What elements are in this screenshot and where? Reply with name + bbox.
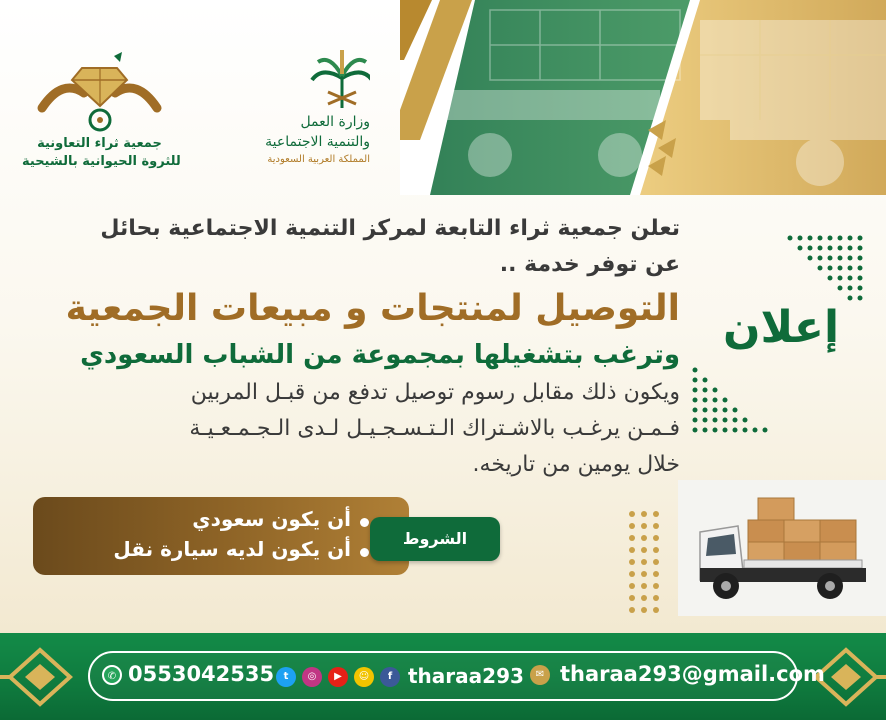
bullet-icon bbox=[360, 518, 369, 527]
body-line-5: ويكون ذلك مقابل رسوم توصيل تدفع من قبـل المربين bbox=[190, 380, 680, 405]
social-handle[interactable]: tharaa293 bbox=[408, 664, 524, 688]
ministry-logo bbox=[210, 48, 370, 178]
dot-pattern-middle bbox=[690, 364, 770, 436]
intro-line-2: عن توفر خدمة .. bbox=[499, 252, 680, 277]
conditions-box bbox=[33, 497, 409, 575]
tharaa-name: جمعية ثراء التعاونية bbox=[37, 136, 162, 151]
body-line-7: خلال يومين من تاريخه. bbox=[472, 452, 680, 477]
body-line-6: فـمـن يرغـب بالاشـتراك الـتـسـجـيـل لـدى الـجـمـعـيـة bbox=[189, 416, 680, 441]
tharaa-logo bbox=[22, 48, 181, 178]
ministry-name: وزارة العمل bbox=[300, 114, 370, 130]
condition-item: أن يكون سعودي bbox=[192, 507, 351, 531]
phone-number[interactable]: 0553042535 bbox=[128, 662, 275, 686]
dot-pattern-gold bbox=[626, 508, 666, 620]
headline: التوصيل لمنتجات و مبيعات الجمعية bbox=[65, 288, 680, 329]
ornament-left-icon bbox=[0, 640, 80, 714]
intro-line: تعلن جمعية ثراء التابعة لمركز التنمية الاجتماعية بحائل bbox=[100, 216, 680, 241]
email-icon[interactable]: ✉ bbox=[530, 665, 550, 685]
conditions-label: الشروط bbox=[370, 517, 500, 561]
tharaa-subtitle: للثروة الحيوانية بالشيحية bbox=[22, 154, 181, 169]
top-truck-banner bbox=[400, 0, 886, 195]
bullet-icon bbox=[360, 548, 369, 557]
truck-icon bbox=[678, 480, 886, 616]
subheadline: وترغب بتشغيلها بمجموعة من الشباب السعودي bbox=[80, 340, 680, 370]
announcement-title: إعلان bbox=[722, 302, 840, 353]
ministry-name-2: والتنمية الاجتماعية bbox=[265, 134, 370, 150]
condition-item: أن يكون لديه سيارة نقل bbox=[113, 537, 351, 561]
palm-emblem-icon bbox=[210, 48, 370, 110]
email-address[interactable]: tharaa293@gmail.com bbox=[560, 662, 825, 686]
youtube-icon[interactable]: ▶ bbox=[328, 667, 348, 687]
instagram-icon[interactable]: ◎ bbox=[302, 667, 322, 687]
ministry-country: المملكة العربية السعودية bbox=[267, 154, 370, 165]
delivery-truck-photo bbox=[678, 480, 886, 616]
whatsapp-icon[interactable]: ✆ bbox=[102, 665, 122, 685]
twitter-icon[interactable]: t bbox=[276, 667, 296, 687]
facebook-icon[interactable]: f bbox=[380, 667, 400, 687]
truck-banner-image bbox=[400, 0, 886, 195]
dot-pattern-top bbox=[780, 232, 870, 312]
snapchat-icon[interactable]: ☺ bbox=[354, 667, 374, 687]
tharaa-emblem-icon bbox=[22, 48, 177, 136]
